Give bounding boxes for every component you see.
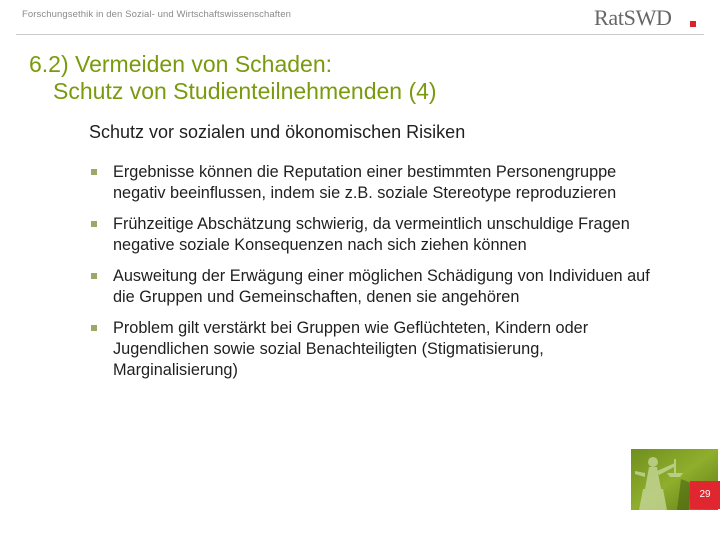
header-course-title: Forschungsethik in den Sozial- und Wirtschaftswissenschaften — [22, 9, 291, 20]
header-divider — [16, 34, 704, 35]
slide-title — [29, 51, 437, 105]
square-bullet-icon — [91, 273, 97, 279]
bullet-item — [90, 162, 650, 204]
bullet-item — [90, 318, 650, 381]
ratswd-logo: RatSWD — [594, 5, 672, 30]
bullet-text: Problem gilt verstärkt bei Gruppen wie Geflüchteten, Kindern oder Jugendlichen sowie sozial Benachteiligten (Stigmatisierung, Marginalisierung) — [113, 319, 589, 379]
bullet-list — [90, 162, 650, 391]
bullet-text: Ergebnisse können die Reputation einer bestimmten Personengruppe negativ beeinflussen, indem sie z.B. soziale Stereotype reproduzieren — [113, 163, 617, 202]
slide-subtitle: Schutz vor sozialen und ökonomischen Risiken — [89, 122, 466, 142]
slide-title-line2: Schutz von Studienteilnehmenden (4) — [53, 78, 437, 104]
bullet-item — [90, 214, 650, 256]
logo-red-dot-icon — [690, 21, 696, 27]
square-bullet-icon — [91, 221, 97, 227]
square-bullet-icon — [91, 169, 97, 175]
page-number-badge: 29 — [690, 481, 720, 509]
slide-title-line1: 6.2) Vermeiden von Schaden: — [29, 51, 333, 77]
bullet-text: Frühzeitige Abschätzung schwierig, da vermeintlich unschuldige Fragen negative soziale Konsequenzen nach sich ziehen können — [113, 215, 630, 254]
bullet-item — [90, 266, 650, 308]
square-bullet-icon — [91, 325, 97, 331]
bullet-text: Ausweitung der Erwägung einer möglichen Schädigung von Individuen auf die Gruppen und Gemeinschaften, denen sie angehören — [113, 267, 650, 306]
